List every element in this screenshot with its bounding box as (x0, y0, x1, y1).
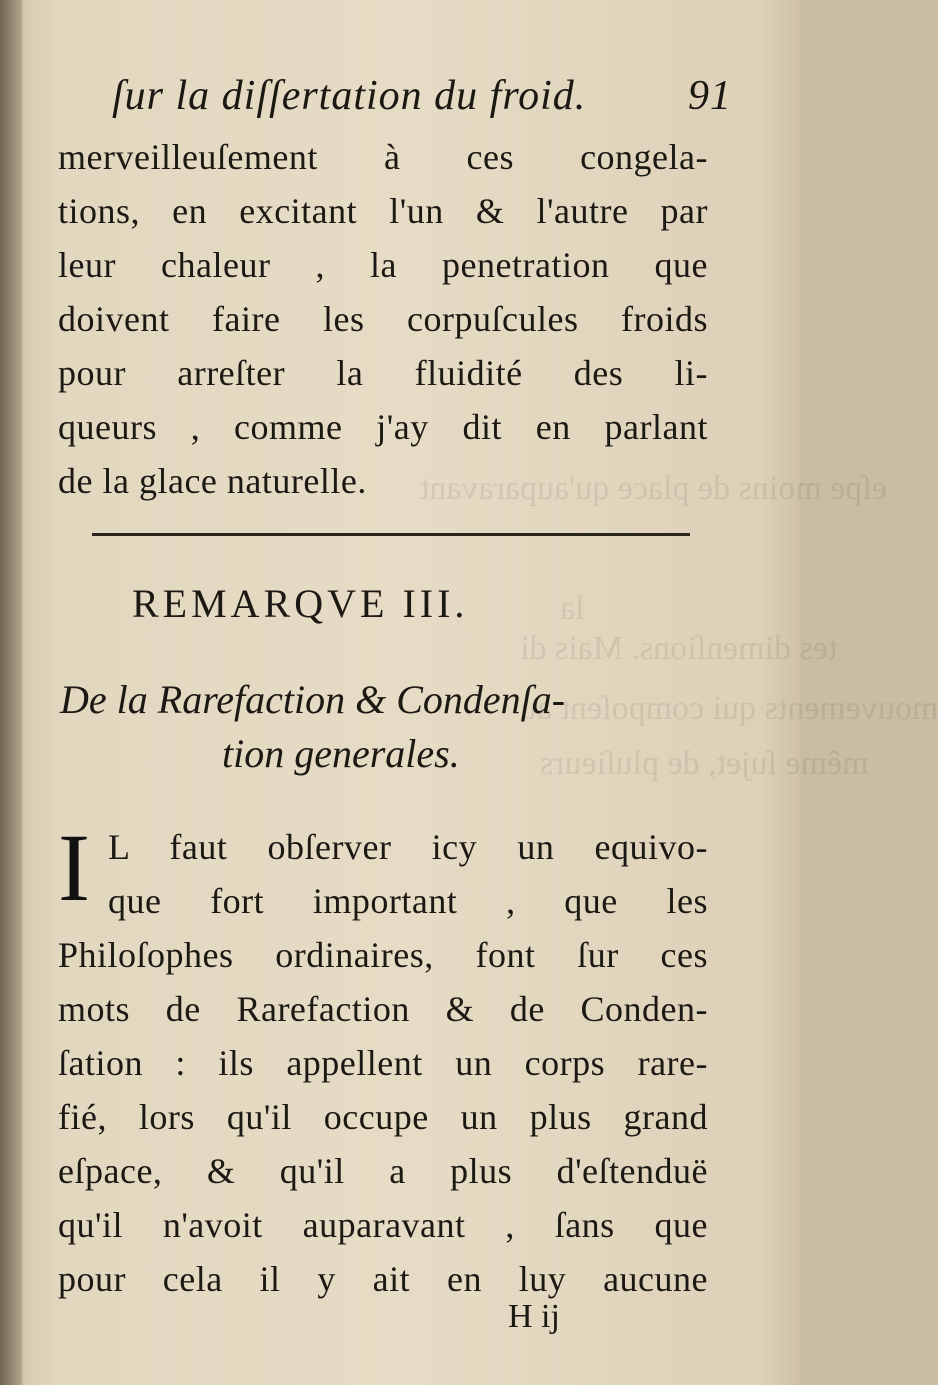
section-subtitle-line2: tion generales. (222, 731, 460, 776)
show-through-text: même ſujet, de pluſieurs (540, 745, 869, 782)
section-subtitle-line1: De la Rarefaction & Condenſa- (60, 677, 566, 722)
text-line: de la glace naturelle. (58, 461, 367, 501)
signature-mark: H ij (508, 1298, 560, 1335)
text-line: pour cela il y ait en luy aucune (58, 1259, 708, 1299)
section-divider (92, 533, 690, 536)
show-through-text: mouvements qui compoſent au (520, 690, 938, 727)
show-through-text: tes dimenſions. Mais di (520, 630, 838, 667)
text-line: pour arreſter la fluidité des li- (58, 353, 708, 393)
drop-cap: I (58, 814, 90, 921)
text-line: tions, en excitant l'un & l'autre par (58, 191, 708, 231)
page-number: 91 (688, 73, 732, 119)
text-line: fié, lors qu'il occupe un plus grand (58, 1097, 708, 1137)
running-head (112, 72, 732, 120)
text-line: ſation : ils appellent un corps rare- (58, 1043, 708, 1083)
section-heading: REMARQVE III. (132, 581, 469, 626)
text-line: queurs , comme j'ay dit en parlant (58, 407, 708, 447)
text-line: merveilleuſement à ces congela- (58, 137, 708, 177)
text-line: leur chaleur , la penetration que (58, 245, 708, 285)
show-through-text: la (560, 590, 585, 627)
text-line: L faut obſerver icy un equivo- (108, 827, 708, 867)
running-head-title: ſur la diſſertation du froid. (112, 73, 587, 119)
show-through-text: eſpe moins de place qu'auparavant (420, 470, 887, 507)
text-line: eſpace, & qu'il a plus d'eſtenduë (58, 1151, 708, 1191)
text-line: que fort important , que les (108, 881, 708, 921)
text-line: mots de Rarefaction & de Conden- (58, 989, 708, 1029)
text-line: Philoſophes ordinaires, font ſur ces (58, 935, 708, 975)
text-line: qu'il n'avoit auparavant , ſans que (58, 1205, 708, 1245)
text-line: doivent faire les corpuſcules froids (58, 299, 708, 339)
